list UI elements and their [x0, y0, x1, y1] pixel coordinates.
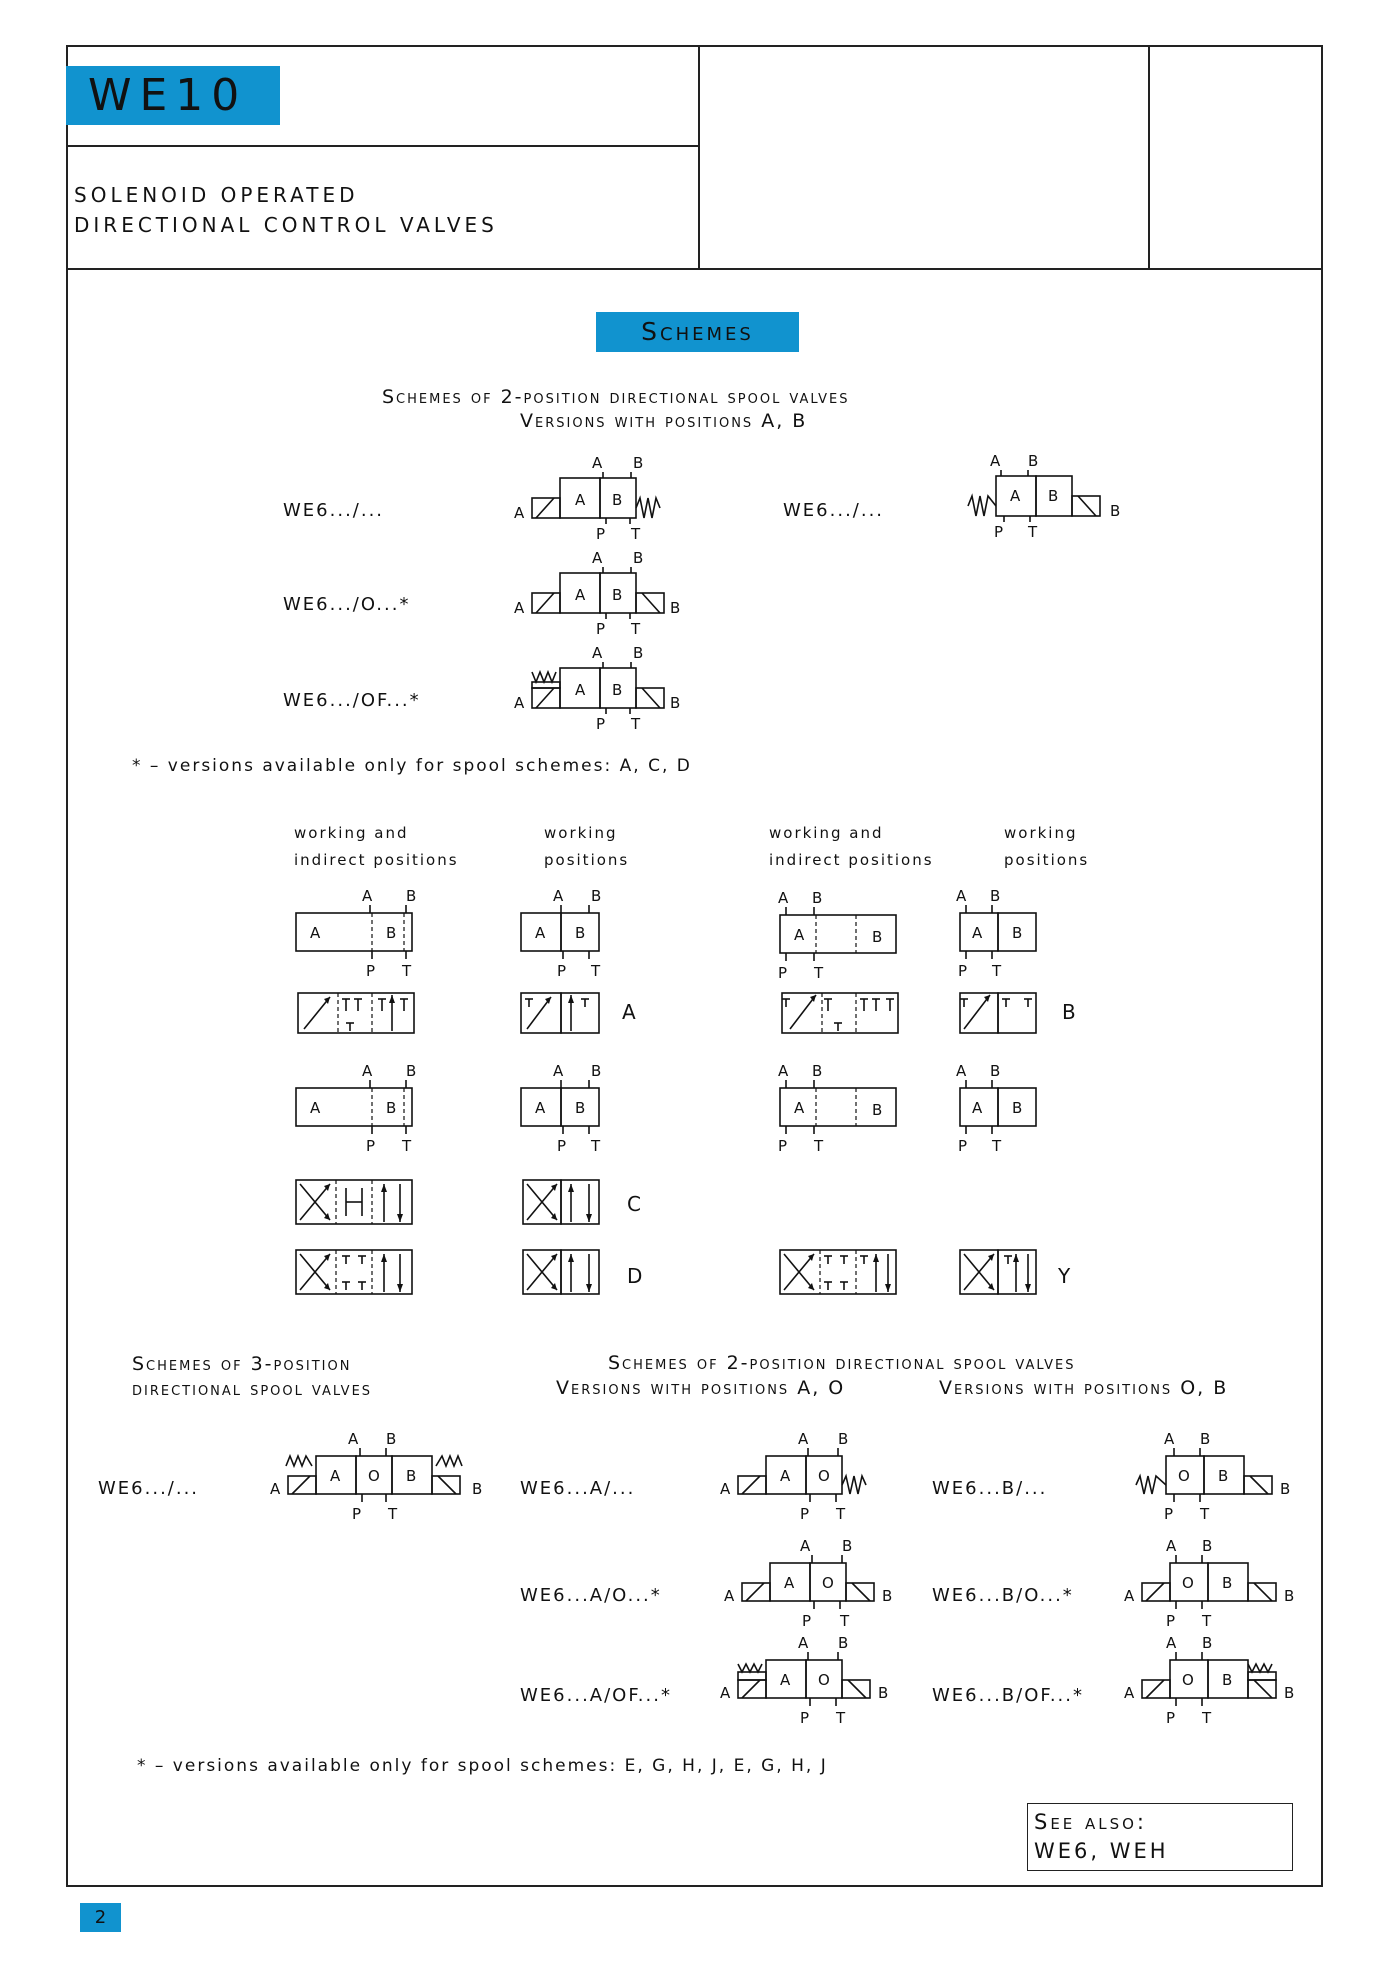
svg-text:B: B	[591, 1062, 602, 1080]
svg-text:A: A	[575, 491, 586, 509]
svg-text:A: A	[362, 887, 373, 905]
model-label: WE6...B/O...*	[932, 1585, 1074, 1606]
svg-text:T: T	[1028, 523, 1038, 541]
footnote-ab: * – versions available only for spool schemes: A, C, D	[132, 756, 692, 776]
svg-text:O: O	[1178, 1467, 1190, 1485]
model-label: WE6.../OF...*	[283, 690, 421, 711]
svg-text:P: P	[557, 1137, 567, 1155]
spool-envelope-c	[519, 1060, 609, 1160]
svg-text:B: B	[990, 1062, 1001, 1080]
svg-text:B: B	[612, 491, 623, 509]
svg-text:P: P	[596, 620, 606, 638]
product-subtitle: SOLENOID OPERATED DIRECTIONAL CONTROL VALVES	[74, 183, 498, 237]
spool-letter-y: Y	[1058, 1264, 1071, 1288]
svg-text:P: P	[778, 1137, 788, 1155]
svg-text:A: A	[784, 1574, 795, 1592]
svg-text:B: B	[872, 1101, 883, 1119]
svg-text:A: A	[972, 1099, 983, 1117]
svg-text:A: A	[362, 1062, 373, 1080]
header-divider-3	[66, 145, 699, 147]
svg-text:P: P	[800, 1709, 810, 1727]
svg-text:O: O	[1182, 1671, 1194, 1689]
valve-symbol-ob-spring	[1126, 1428, 1306, 1528]
svg-text:A: A	[956, 1062, 967, 1080]
svg-text:B: B	[1012, 1099, 1023, 1117]
header-divider-2	[1148, 45, 1150, 269]
svg-text:A: A	[1010, 487, 1021, 505]
svg-text:T: T	[836, 1505, 846, 1523]
svg-text:B: B	[1284, 1684, 1295, 1702]
svg-text:A: A	[956, 887, 967, 905]
svg-text:P: P	[994, 523, 1004, 541]
svg-text:A: A	[778, 1062, 789, 1080]
see-also-box	[1027, 1803, 1293, 1871]
svg-text:P: P	[1166, 1709, 1176, 1727]
two-pos-ob-title: Schemes of 2-position directional spool valves	[608, 1352, 1076, 1374]
svg-text:B: B	[1222, 1671, 1233, 1689]
column-header-4: working positions	[1004, 824, 1090, 869]
two-pos-ob-sub-b: Versions with positions O, B	[939, 1377, 1229, 1399]
svg-text:A: A	[575, 586, 586, 604]
svg-text:B: B	[872, 928, 883, 946]
spool-symbol-a	[519, 985, 609, 1045]
svg-text:A: A	[310, 924, 321, 942]
svg-text:P: P	[958, 962, 968, 980]
spool-symbol-d-wide	[294, 1246, 424, 1302]
svg-text:B: B	[882, 1587, 893, 1605]
svg-text:T: T	[591, 962, 601, 980]
svg-text:T: T	[631, 620, 641, 638]
model-label: WE6.../...	[98, 1478, 200, 1499]
svg-text:T: T	[992, 962, 1002, 980]
svg-text:A: A	[1166, 1537, 1177, 1555]
svg-text:P: P	[1166, 1612, 1176, 1630]
valve-symbol-ao-double	[720, 1535, 910, 1635]
svg-text:A: A	[1124, 1587, 1135, 1605]
svg-text:A: A	[270, 1480, 281, 1498]
svg-text:P: P	[352, 1505, 362, 1523]
svg-text:A: A	[592, 549, 603, 567]
svg-text:B: B	[575, 924, 586, 942]
two-pos-title: Schemes of 2-position directional spool valves	[382, 386, 850, 408]
svg-text:P: P	[958, 1137, 968, 1155]
svg-text:B: B	[812, 1062, 823, 1080]
svg-text:B: B	[472, 1480, 483, 1498]
svg-text:B: B	[1218, 1467, 1229, 1485]
svg-text:A: A	[1124, 1684, 1135, 1702]
svg-text:B: B	[1110, 502, 1121, 520]
svg-text:A: A	[780, 1671, 791, 1689]
svg-text:T: T	[591, 1137, 601, 1155]
svg-text:A: A	[720, 1684, 731, 1702]
svg-text:B: B	[878, 1684, 889, 1702]
model-label: WE6...A/O...*	[520, 1585, 662, 1606]
svg-text:A: A	[514, 694, 525, 712]
spool-envelope-b-wide	[778, 887, 908, 987]
spool-symbol-c	[519, 1176, 609, 1232]
svg-text:B: B	[406, 887, 417, 905]
spool-symbol-c-wide	[294, 1176, 424, 1232]
svg-text:A: A	[780, 1467, 791, 1485]
spool-envelope-a-wide	[294, 885, 424, 985]
svg-text:A: A	[798, 1430, 809, 1448]
page-number: 2	[80, 1903, 121, 1932]
svg-text:B: B	[633, 454, 644, 472]
spool-envelope-b	[956, 885, 1046, 985]
model-label: WE6...A/...	[520, 1478, 636, 1499]
svg-text:T: T	[840, 1612, 850, 1630]
valve-symbol-spring-solenoid	[960, 450, 1130, 540]
column-header-2: working positions	[544, 824, 630, 869]
svg-text:B: B	[838, 1430, 849, 1448]
see-also-heading: See also:	[1034, 1810, 1147, 1834]
svg-text:B: B	[386, 1430, 397, 1448]
svg-text:T: T	[814, 964, 824, 982]
two-pos-subtitle: Versions with positions A, B	[520, 410, 808, 432]
svg-text:B: B	[1284, 1587, 1295, 1605]
svg-text:A: A	[720, 1480, 731, 1498]
svg-text:A: A	[592, 454, 603, 472]
svg-text:T: T	[836, 1709, 846, 1727]
svg-text:B: B	[1202, 1537, 1213, 1555]
svg-text:B: B	[612, 681, 623, 699]
two-pos-ob-sub-a: Versions with positions A, O	[556, 1377, 846, 1399]
see-also-links: WE6, WEH	[1034, 1839, 1169, 1863]
valve-symbol-ao-spring	[716, 1428, 896, 1528]
footnote-ob: * – versions available only for spool schemes: E, G, H, J, E, G, H, J	[137, 1756, 828, 1776]
svg-text:B: B	[612, 586, 623, 604]
column-header-3: working and indirect positions	[769, 824, 934, 869]
svg-text:O: O	[818, 1467, 830, 1485]
header-bottom-line	[66, 268, 1323, 270]
svg-text:T: T	[1202, 1612, 1212, 1630]
svg-text:B: B	[1012, 924, 1023, 942]
svg-text:P: P	[1164, 1505, 1174, 1523]
spool-letter-b: B	[1062, 1000, 1076, 1024]
svg-text:T: T	[814, 1137, 824, 1155]
valve-symbol-solenoid-spring	[510, 452, 680, 542]
spool-envelope-a	[519, 885, 609, 985]
svg-text:P: P	[596, 525, 606, 543]
svg-text:T: T	[1202, 1709, 1212, 1727]
spool-symbol-d	[519, 1246, 609, 1302]
valve-symbol-double-solenoid	[510, 547, 700, 637]
model-label: WE6...B/OF...*	[932, 1685, 1084, 1706]
valve-symbol-ob-double	[1120, 1535, 1310, 1635]
svg-text:O: O	[1182, 1574, 1194, 1592]
svg-text:B: B	[575, 1099, 586, 1117]
svg-text:B: B	[1202, 1634, 1213, 1652]
spool-symbol-y	[956, 1246, 1046, 1302]
svg-text:T: T	[402, 962, 412, 980]
svg-text:A: A	[514, 599, 525, 617]
svg-text:P: P	[596, 715, 606, 733]
svg-text:B: B	[670, 694, 681, 712]
svg-text:P: P	[800, 1505, 810, 1523]
svg-text:A: A	[575, 681, 586, 699]
spool-envelope-y-wide	[778, 1060, 908, 1160]
spool-symbol-b-wide	[778, 985, 908, 1045]
svg-text:O: O	[818, 1671, 830, 1689]
section-tag: Schemes	[596, 312, 799, 352]
svg-text:A: A	[1166, 1634, 1177, 1652]
svg-text:B: B	[591, 887, 602, 905]
svg-text:T: T	[992, 1137, 1002, 1155]
svg-text:P: P	[366, 962, 376, 980]
spool-letter-d: D	[627, 1264, 643, 1288]
svg-text:A: A	[794, 926, 805, 944]
svg-text:A: A	[724, 1587, 735, 1605]
svg-text:B: B	[670, 599, 681, 617]
svg-text:A: A	[535, 1099, 546, 1117]
svg-text:A: A	[310, 1099, 321, 1117]
product-code: WE10	[66, 66, 280, 125]
column-header-1: working and indirect positions	[294, 824, 459, 869]
spool-envelope-c-wide	[294, 1060, 424, 1160]
svg-text:T: T	[402, 1137, 412, 1155]
svg-text:B: B	[842, 1537, 853, 1555]
model-label: WE6.../O...*	[283, 594, 411, 615]
svg-text:P: P	[366, 1137, 376, 1155]
svg-text:A: A	[972, 924, 983, 942]
svg-text:A: A	[348, 1430, 359, 1448]
model-label: WE6...A/OF...*	[520, 1685, 672, 1706]
valve-symbol-three-position	[266, 1428, 496, 1528]
svg-text:B: B	[633, 644, 644, 662]
svg-text:A: A	[778, 889, 789, 907]
svg-text:B: B	[990, 887, 1001, 905]
svg-text:B: B	[838, 1634, 849, 1652]
header-divider-1	[698, 45, 700, 269]
svg-text:A: A	[535, 924, 546, 942]
svg-text:A: A	[794, 1099, 805, 1117]
svg-text:A: A	[514, 504, 525, 522]
svg-text:A: A	[1164, 1430, 1175, 1448]
svg-text:B: B	[1028, 452, 1039, 470]
svg-text:B: B	[386, 1099, 397, 1117]
spool-envelope-y	[956, 1060, 1046, 1160]
svg-text:T: T	[1200, 1505, 1210, 1523]
svg-text:A: A	[798, 1634, 809, 1652]
svg-text:B: B	[633, 549, 644, 567]
valve-symbol-ao-detent	[716, 1632, 906, 1732]
model-label: WE6...B/...	[932, 1478, 1048, 1499]
svg-text:A: A	[330, 1467, 341, 1485]
model-label: WE6.../...	[283, 500, 385, 521]
svg-text:B: B	[406, 1062, 417, 1080]
svg-text:B: B	[1200, 1430, 1211, 1448]
svg-text:A: A	[553, 1062, 564, 1080]
svg-text:B: B	[1048, 487, 1059, 505]
three-pos-title: Schemes of 3-position directional spool valves	[132, 1353, 373, 1400]
svg-text:T: T	[631, 715, 641, 733]
svg-text:P: P	[557, 962, 567, 980]
svg-text:B: B	[406, 1467, 417, 1485]
svg-text:A: A	[592, 644, 603, 662]
model-label: WE6.../...	[783, 500, 885, 521]
svg-text:B: B	[812, 889, 823, 907]
spool-symbol-b	[956, 985, 1046, 1045]
valve-symbol-detent	[510, 642, 700, 737]
spool-symbol-a-wide	[294, 985, 424, 1045]
svg-text:O: O	[368, 1467, 380, 1485]
svg-text:P: P	[778, 964, 788, 982]
spool-letter-a: A	[622, 1000, 636, 1024]
svg-text:B: B	[1280, 1480, 1291, 1498]
svg-text:P: P	[802, 1612, 812, 1630]
svg-text:A: A	[553, 887, 564, 905]
valve-symbol-ob-detent	[1120, 1632, 1310, 1732]
svg-text:T: T	[631, 525, 641, 543]
svg-text:B: B	[1222, 1574, 1233, 1592]
svg-text:O: O	[822, 1574, 834, 1592]
svg-text:A: A	[990, 452, 1001, 470]
svg-text:A: A	[800, 1537, 811, 1555]
svg-text:B: B	[386, 924, 397, 942]
spool-symbol-y-wide	[778, 1246, 908, 1302]
spool-letter-c: C	[627, 1192, 641, 1216]
svg-text:T: T	[388, 1505, 398, 1523]
